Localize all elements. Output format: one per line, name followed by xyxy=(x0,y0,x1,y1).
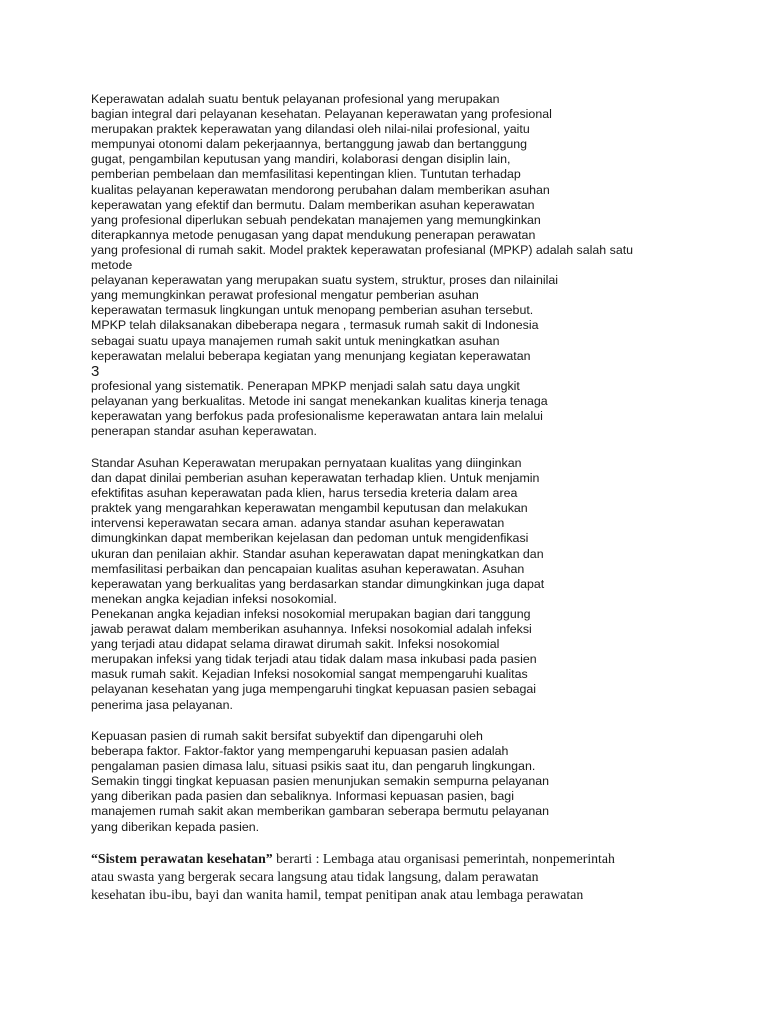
text-line: sebagai suatu upaya manajemen rumah sakit untuk meningkatkan asuhan xyxy=(91,333,500,348)
text-line: menekan angka kejadian infeksi nosokomial. xyxy=(91,591,337,606)
text-line: efektifitas asuhan keperawatan pada klien, harus tersedia kreteria dalam area xyxy=(91,486,518,501)
text-line: atau swasta yang bergerak secara langsung atau tidak langsung, dalam perawatan xyxy=(91,869,539,884)
text-line: pelayanan yang berkualitas. Metode ini sangat menekankan kualitas kinerja tenaga xyxy=(91,393,548,408)
text-line: bagian integral dari pelayanan kesehatan. Pelayanan keperawatan yang profesional xyxy=(91,107,552,122)
text-line: yang profesional diperlukan sebuah pendekatan manajemen yang memungkinkan xyxy=(91,212,541,227)
text-line: yang memungkinkan perawat profesional mengatur pemberian asuhan xyxy=(91,288,479,303)
text-line: keperawatan yang berkualitas yang berdasarkan standar dimungkinkan juga dapat xyxy=(91,576,545,591)
text-line: Penekanan angka kejadian infeksi nosokomial merupakan bagian dari tanggung xyxy=(91,606,531,621)
page-number: 3 xyxy=(91,362,100,380)
text-line: yang diberikan pada pasien dan sebaliknya. Informasi kepuasan pasien, bagi xyxy=(91,789,514,804)
text-line: dimungkinkan dapat memberikan kejelasan dan pedoman untuk mengidenfikasi xyxy=(91,531,529,546)
text-line: ukuran dan penilaian akhir. Standar asuhan keperawatan dapat meningkatkan dan xyxy=(91,546,544,561)
definition-text: berarti : Lembaga atau organisasi pemerintah, nonpemerintah xyxy=(272,851,615,866)
text-line: pemberian pembelaan dan memfasilitasi kepentingan klien. Tuntutan terhadap xyxy=(91,167,521,182)
text-line: praktek yang mengarahkan keperawatan mengambil keputusan dan melakukan xyxy=(91,501,528,516)
text-line: manajemen rumah sakit akan memberikan gambaran seberapa bermutu pelayanan xyxy=(91,804,550,819)
text-line: yang terjadi atau didapat selama dirawat dirumah sakit. Infeksi nosokomial xyxy=(91,637,500,652)
defined-term: “Sistem perawatan kesehatan” xyxy=(91,851,273,866)
text-line: masuk rumah sakit. Kejadian Infeksi nosokomial sangat mempengaruhi kualitas xyxy=(91,667,528,682)
text-line: metode xyxy=(91,258,133,273)
paragraph-definition xyxy=(91,850,731,904)
text-line: yang diberikan kepada pasien. xyxy=(91,819,260,834)
text-line: pelayanan kesehatan yang juga mempengaruhi tingkat kepuasan pasien sebagai xyxy=(91,682,537,697)
text-line: Kepuasan pasien di rumah sakit bersifat subyektif dan dipengaruhi oleh xyxy=(91,729,483,743)
text-line: gugat, pengambilan keputusan yang mandiri, kolaborasi dengan disiplin lain, xyxy=(91,152,511,167)
paragraph-kepuasan-pasien xyxy=(91,729,731,835)
text-line: Standar Asuhan Keperawatan merupakan pernyataan kualitas yang diinginkan xyxy=(91,456,522,470)
text-line: merupakan praktek keperawatan yang dilandasi oleh nilai-nilai profesional, yaitu xyxy=(91,122,530,137)
text-line: penerapan standar asuhan keperawatan. xyxy=(91,424,317,439)
text-line: Keperawatan adalah suatu bentuk pelayanan profesional yang merupakan xyxy=(91,92,500,106)
text-line: pengalaman pasien dimasa lalu, situasi psikis saat itu, dan pengaruh lingkungan. xyxy=(91,759,536,774)
text-line: keperawatan yang berfokus pada profesionalisme keperawatan antara lain melalui xyxy=(91,408,543,423)
paragraph-standar-asuhan xyxy=(91,456,731,713)
paragraph-intro xyxy=(91,92,731,439)
text-line: kualitas pelayanan keperawatan mendorong perubahan dalam memberikan asuhan xyxy=(91,182,550,197)
text-line: merupakan infeksi yang tidak terjadi atau tidak dalam masa inkubasi pada pasien xyxy=(91,652,537,667)
text-line: profesional yang sistematik. Penerapan MPKP menjadi salah satu daya ungkit xyxy=(91,378,520,393)
text-line: keperawatan termasuk lingkungan untuk menopang pemberian asuhan tersebut. xyxy=(91,303,534,318)
text-line: beberapa faktor. Faktor-faktor yang mempengaruhi kepuasan pasien adalah xyxy=(91,744,509,759)
text-line: dan dapat dinilai pemberian asuhan keperawatan terhadap klien. Untuk menjamin xyxy=(91,471,540,486)
text-line: kesehatan ibu-ibu, bayi dan wanita hamil, tempat penitipan anak atau lembaga perawatan xyxy=(91,887,584,902)
text-line: MPKP telah dilaksanakan dibeberapa negara , termasuk rumah sakit di Indonesia xyxy=(91,318,539,333)
text-line: penerima jasa pelayanan. xyxy=(91,697,233,712)
text-line: pelayanan keperawatan yang merupakan suatu system, struktur, proses dan nilainilai xyxy=(91,273,558,288)
definition-first-line xyxy=(91,850,731,868)
text-line: Semakin tinggi tingkat kepuasan pasien menunjukan semakin sempurna pelayanan xyxy=(91,774,550,789)
text-line: memfasilitasi perbaikan dan pencapaian kualitas asuhan keperawatan. Asuhan xyxy=(91,561,525,576)
text-line: intervensi keperawatan secara aman. adanya standar asuhan keperawatan xyxy=(91,516,505,531)
text-line: yang profesional di rumah sakit. Model praktek keperawatan profesianal (MPKP) adalah salah satu xyxy=(91,242,634,257)
text-line: mempunyai otonomi dalam pekerjaannya, bertanggung jawab dan bertanggung xyxy=(91,137,528,152)
text-line: keperawatan melalui beberapa kegiatan yang menunjang kegiatan keperawatan xyxy=(91,348,531,363)
text-line: keperawatan yang efektif dan bermutu. Dalam memberikan asuhan keperawatan xyxy=(91,197,535,212)
text-line: jawab perawat dalam memberikan asuhannya. Infeksi nosokomial adalah infeksi xyxy=(91,622,532,637)
text-line: diterapkannya metode penugasan yang dapat mendukung penerapan perawatan xyxy=(91,227,536,242)
